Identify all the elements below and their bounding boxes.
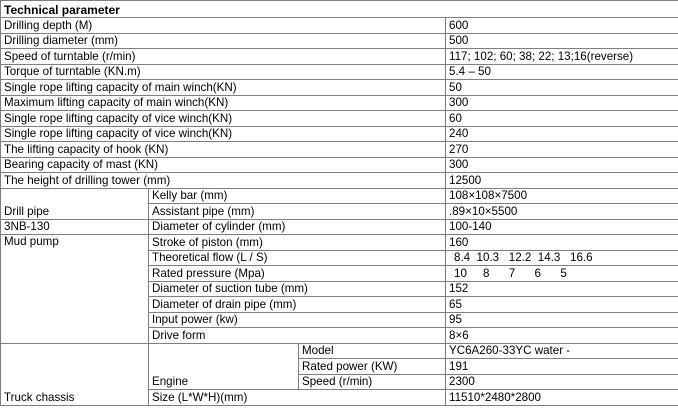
row-value: .89×10×5500 <box>446 204 678 220</box>
row-label: Model <box>299 343 446 359</box>
table-row <box>1 64 678 80</box>
table-row <box>1 33 678 49</box>
table-row <box>1 343 678 359</box>
row-value: 12500 <box>446 173 678 189</box>
table-row <box>1 188 678 204</box>
row-label: Kelly bar (mm) <box>149 188 446 204</box>
row-label: Diameter of drain pipe (mm) <box>149 297 446 313</box>
table-title: Technical parameter <box>1 1 678 18</box>
table-row <box>1 80 678 96</box>
row-label: Speed (r/min) <box>299 374 446 390</box>
row-label: Bearing capacity of mast (KN) <box>1 157 446 173</box>
row-value: 100-140 <box>446 219 678 235</box>
row-value: 117; 102; 60; 38; 22; 13;16(reverse) <box>446 49 678 65</box>
row-label: Speed of turntable (r/min) <box>1 49 446 65</box>
table-title-row <box>1 1 678 18</box>
row-label: Single rope lifting capacity of vice winch(KN) <box>1 111 446 127</box>
table-row <box>1 111 678 127</box>
row-label: Theoretical flow (L / S) <box>149 250 446 266</box>
mud-pump-model: 3NB-130 <box>1 219 149 235</box>
row-value: 500 <box>446 33 678 49</box>
table-row <box>1 95 678 111</box>
row-label: Rated pressure (Mpa) <box>149 266 446 282</box>
table-row <box>1 142 678 158</box>
row-value: 60 <box>446 111 678 127</box>
row-label: Assistant pipe (mm) <box>149 204 446 220</box>
row-label: Drilling diameter (mm) <box>1 33 446 49</box>
row-label: The lifting capacity of hook (KN) <box>1 142 446 158</box>
table-row <box>1 157 678 173</box>
row-label: Drilling depth (M) <box>1 18 446 34</box>
row-label: The height of drilling tower (mm) <box>1 173 446 189</box>
table-row <box>1 235 678 251</box>
row-label: Rated power (KW) <box>299 359 446 375</box>
row-label: Diameter of cylinder (mm) <box>149 219 446 235</box>
table-row <box>1 49 678 65</box>
row-label: Torque of turntable (KN.m) <box>1 64 446 80</box>
row-value: 152 <box>446 281 678 297</box>
row-value: 160 <box>446 235 678 251</box>
row-value: 600 <box>446 18 678 34</box>
row-value: 2300 <box>446 374 678 390</box>
row-value: 191 <box>446 359 678 375</box>
row-value: 270 <box>446 142 678 158</box>
row-value: 10 8 7 6 5 <box>446 266 678 282</box>
row-label: Maximum lifting capacity of main winch(KN) <box>1 95 446 111</box>
row-label: Size (L*W*H)(mm) <box>149 390 446 406</box>
row-value: 240 <box>446 126 678 142</box>
engine-group-label: Engine <box>149 343 299 390</box>
table-row <box>1 173 678 189</box>
drill-pipe-group-label: Drill pipe <box>1 188 149 219</box>
row-value: 50 <box>446 80 678 96</box>
table-row <box>1 18 678 34</box>
row-value: 300 <box>446 157 678 173</box>
row-value: 65 <box>446 297 678 313</box>
row-value: 11510*2480*2800 <box>446 390 678 406</box>
mud-pump-group-label: Mud pump <box>1 235 149 344</box>
row-label: Single rope lifting capacity of vice winch(KN) <box>1 126 446 142</box>
row-value: 300 <box>446 95 678 111</box>
truck-chassis-group-label: Truck chassis <box>1 343 149 405</box>
row-value: YC6A260-33YC water - <box>446 343 678 359</box>
table-row <box>1 219 678 235</box>
row-label: Single rope lifting capacity of main winch(KN) <box>1 80 446 96</box>
row-value: 8.4 10.3 12.2 14.3 16.6 <box>446 250 678 266</box>
row-label: Stroke of piston (mm) <box>149 235 446 251</box>
row-value: 8×6 <box>446 328 678 344</box>
row-label: Diameter of suction tube (mm) <box>149 281 446 297</box>
row-value: 95 <box>446 312 678 328</box>
row-label: Drive form <box>149 328 446 344</box>
row-value: 108×108×7500 <box>446 188 678 204</box>
table-row <box>1 126 678 142</box>
row-label: Input power (kw) <box>149 312 446 328</box>
row-value: 5.4 – 50 <box>446 64 678 80</box>
